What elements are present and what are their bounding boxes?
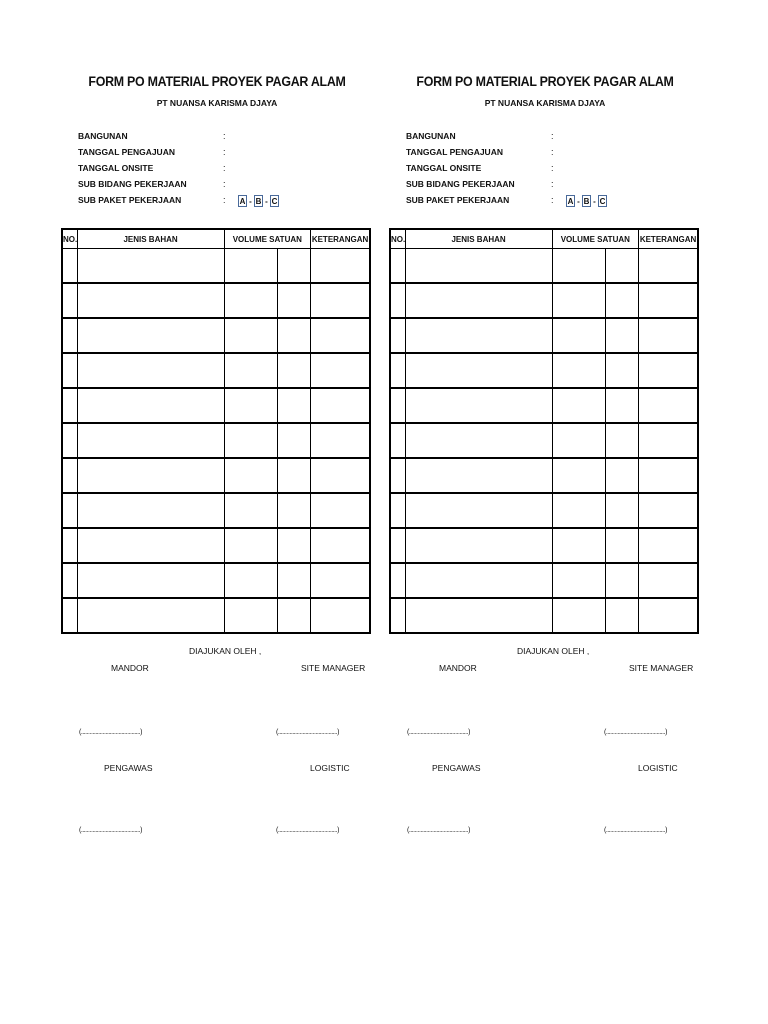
paket-option-b[interactable]: B bbox=[255, 197, 262, 206]
volume-cell[interactable] bbox=[552, 318, 605, 353]
volume-cell[interactable] bbox=[224, 423, 277, 458]
paket-option-a[interactable]: A bbox=[567, 197, 574, 206]
no-cell[interactable] bbox=[62, 249, 77, 284]
table-row bbox=[390, 528, 698, 563]
volume-cell[interactable] bbox=[552, 249, 605, 284]
header-no: NO. bbox=[390, 229, 405, 249]
satuan-cell[interactable] bbox=[277, 528, 310, 563]
jenis-bahan-cell[interactable] bbox=[77, 458, 224, 493]
volume-cell[interactable] bbox=[224, 353, 277, 388]
field-tanggal-pengajuan: TANGGAL PENGAJUAN bbox=[78, 147, 175, 157]
logistic-signature-line[interactable]: (.........................................) bbox=[604, 827, 667, 834]
no-cell[interactable] bbox=[62, 318, 77, 353]
satuan-cell[interactable] bbox=[277, 353, 310, 388]
jenis-bahan-cell[interactable] bbox=[405, 423, 552, 458]
po-form-left bbox=[61, 0, 373, 1024]
keterangan-cell[interactable] bbox=[311, 318, 370, 353]
keterangan-cell[interactable] bbox=[639, 318, 698, 353]
satuan-cell[interactable] bbox=[605, 563, 638, 598]
no-cell[interactable] bbox=[390, 598, 405, 633]
table-row bbox=[390, 598, 698, 633]
volume-cell[interactable] bbox=[224, 528, 277, 563]
satuan-cell[interactable] bbox=[605, 493, 638, 528]
paket-sep: - bbox=[593, 196, 596, 206]
no-cell[interactable] bbox=[62, 563, 77, 598]
po-form-right bbox=[389, 0, 701, 1024]
volume-cell[interactable] bbox=[552, 283, 605, 318]
mandor-signature-line[interactable]: (.........................................) bbox=[407, 729, 470, 736]
header-jenis-bahan: JENIS BAHAN bbox=[77, 229, 224, 249]
field-bangunan: BANGUNAN bbox=[406, 131, 456, 141]
table-row bbox=[62, 528, 370, 563]
satuan-cell[interactable] bbox=[605, 283, 638, 318]
keterangan-cell[interactable] bbox=[311, 249, 370, 284]
mandor-label: MANDOR bbox=[439, 663, 477, 673]
paket-options bbox=[238, 195, 279, 207]
paket-sep: - bbox=[265, 196, 268, 206]
volume-cell[interactable] bbox=[552, 353, 605, 388]
satuan-cell[interactable] bbox=[277, 493, 310, 528]
keterangan-cell[interactable] bbox=[639, 563, 698, 598]
keterangan-cell[interactable] bbox=[311, 283, 370, 318]
jenis-bahan-cell[interactable] bbox=[77, 318, 224, 353]
no-cell[interactable] bbox=[390, 318, 405, 353]
jenis-bahan-cell[interactable] bbox=[77, 388, 224, 423]
header-volume-satuan: VOLUME SATUAN bbox=[224, 229, 311, 249]
no-cell[interactable] bbox=[390, 283, 405, 318]
site-manager-signature-line[interactable]: (.........................................) bbox=[276, 729, 339, 736]
no-cell[interactable] bbox=[62, 598, 77, 633]
pengawas-signature-line[interactable]: (.........................................) bbox=[79, 827, 142, 834]
jenis-bahan-cell[interactable] bbox=[405, 249, 552, 284]
diajukan-oleh-label: DIAJUKAN OLEH , bbox=[189, 646, 262, 656]
satuan-cell[interactable] bbox=[277, 563, 310, 598]
satuan-cell[interactable] bbox=[605, 249, 638, 284]
jenis-bahan-cell[interactable] bbox=[405, 388, 552, 423]
colon: : bbox=[551, 147, 554, 157]
table-row bbox=[62, 563, 370, 598]
no-cell[interactable] bbox=[390, 249, 405, 284]
keterangan-cell[interactable] bbox=[311, 388, 370, 423]
table-row bbox=[390, 493, 698, 528]
jenis-bahan-cell[interactable] bbox=[77, 493, 224, 528]
no-cell[interactable] bbox=[390, 563, 405, 598]
keterangan-cell[interactable] bbox=[639, 528, 698, 563]
colon: : bbox=[223, 195, 226, 205]
jenis-bahan-cell[interactable] bbox=[77, 249, 224, 284]
pengawas-label: PENGAWAS bbox=[432, 763, 481, 773]
keterangan-cell[interactable] bbox=[639, 249, 698, 284]
keterangan-cell[interactable] bbox=[639, 598, 698, 633]
jenis-bahan-cell[interactable] bbox=[77, 563, 224, 598]
field-tanggal-onsite: TANGGAL ONSITE bbox=[78, 163, 154, 173]
satuan-cell[interactable] bbox=[277, 598, 310, 633]
no-cell[interactable] bbox=[62, 353, 77, 388]
field-sub-paket: SUB PAKET PEKERJAAN bbox=[78, 195, 182, 205]
mandor-label: MANDOR bbox=[111, 663, 149, 673]
field-tanggal-onsite: TANGGAL ONSITE bbox=[406, 163, 482, 173]
header-keterangan: KETERANGAN bbox=[311, 229, 370, 249]
satuan-cell[interactable] bbox=[605, 458, 638, 493]
header-keterangan: KETERANGAN bbox=[639, 229, 698, 249]
table-row bbox=[62, 458, 370, 493]
jenis-bahan-cell[interactable] bbox=[77, 283, 224, 318]
volume-cell[interactable] bbox=[552, 563, 605, 598]
table-row bbox=[62, 353, 370, 388]
paket-option-c[interactable]: C bbox=[599, 197, 606, 206]
volume-cell[interactable] bbox=[224, 458, 277, 493]
paket-option-c[interactable]: C bbox=[271, 197, 278, 206]
paket-sep: - bbox=[577, 196, 580, 206]
table-body bbox=[62, 249, 370, 634]
satuan-cell[interactable] bbox=[605, 528, 638, 563]
jenis-bahan-cell[interactable] bbox=[77, 423, 224, 458]
material-table bbox=[389, 228, 699, 634]
keterangan-cell[interactable] bbox=[311, 528, 370, 563]
table-row bbox=[62, 493, 370, 528]
no-cell[interactable] bbox=[390, 493, 405, 528]
keterangan-cell[interactable] bbox=[639, 283, 698, 318]
keterangan-cell[interactable] bbox=[639, 353, 698, 388]
paket-sep: - bbox=[249, 196, 252, 206]
company-name: PT NUANSA KARISMA DJAYA bbox=[484, 98, 606, 108]
no-cell[interactable] bbox=[390, 423, 405, 458]
satuan-cell[interactable] bbox=[605, 318, 638, 353]
table-row bbox=[62, 318, 370, 353]
volume-cell[interactable] bbox=[224, 318, 277, 353]
table-row bbox=[390, 423, 698, 458]
jenis-bahan-cell[interactable] bbox=[405, 458, 552, 493]
table-row bbox=[390, 563, 698, 598]
satuan-cell[interactable] bbox=[277, 318, 310, 353]
mandor-signature-line[interactable]: (.........................................) bbox=[79, 729, 142, 736]
jenis-bahan-cell[interactable] bbox=[405, 563, 552, 598]
jenis-bahan-cell[interactable] bbox=[405, 493, 552, 528]
logistic-signature-line[interactable]: (.........................................) bbox=[276, 827, 339, 834]
satuan-cell[interactable] bbox=[605, 353, 638, 388]
company-name: PT NUANSA KARISMA DJAYA bbox=[156, 98, 278, 108]
table-row bbox=[390, 318, 698, 353]
paket-option-b[interactable]: B bbox=[583, 197, 590, 206]
no-cell[interactable] bbox=[390, 353, 405, 388]
colon: : bbox=[223, 179, 226, 189]
table-row bbox=[62, 598, 370, 633]
table-row bbox=[62, 283, 370, 318]
volume-cell[interactable] bbox=[224, 388, 277, 423]
field-sub-paket: SUB PAKET PEKERJAAN bbox=[406, 195, 510, 205]
volume-cell[interactable] bbox=[224, 598, 277, 633]
field-sub-bidang: SUB BIDANG PEKERJAAN bbox=[78, 179, 187, 189]
no-cell[interactable] bbox=[62, 528, 77, 563]
satuan-cell[interactable] bbox=[605, 598, 638, 633]
satuan-cell[interactable] bbox=[277, 423, 310, 458]
jenis-bahan-cell[interactable] bbox=[77, 598, 224, 633]
table-row bbox=[62, 249, 370, 284]
header-volume-satuan: VOLUME SATUAN bbox=[552, 229, 639, 249]
form-title: FORM PO MATERIAL PROYEK PAGAR ALAM bbox=[416, 74, 674, 89]
volume-cell[interactable] bbox=[224, 493, 277, 528]
no-cell[interactable] bbox=[62, 423, 77, 458]
no-cell[interactable] bbox=[62, 493, 77, 528]
header-jenis-bahan: JENIS BAHAN bbox=[405, 229, 552, 249]
diajukan-oleh-label: DIAJUKAN OLEH , bbox=[517, 646, 590, 656]
jenis-bahan-cell[interactable] bbox=[405, 598, 552, 633]
colon: : bbox=[551, 163, 554, 173]
keterangan-cell[interactable] bbox=[311, 353, 370, 388]
volume-cell[interactable] bbox=[224, 283, 277, 318]
table-row bbox=[390, 249, 698, 284]
logistic-label: LOGISTIC bbox=[310, 763, 350, 773]
pengawas-label: PENGAWAS bbox=[104, 763, 153, 773]
keterangan-cell[interactable] bbox=[639, 388, 698, 423]
keterangan-cell[interactable] bbox=[311, 563, 370, 598]
table-row bbox=[390, 388, 698, 423]
jenis-bahan-cell[interactable] bbox=[77, 528, 224, 563]
site-manager-label: SITE MANAGER bbox=[629, 663, 694, 673]
satuan-cell[interactable] bbox=[277, 458, 310, 493]
table-row bbox=[62, 388, 370, 423]
volume-cell[interactable] bbox=[552, 458, 605, 493]
table-row bbox=[390, 458, 698, 493]
volume-cell[interactable] bbox=[552, 423, 605, 458]
volume-cell[interactable] bbox=[552, 598, 605, 633]
jenis-bahan-cell[interactable] bbox=[405, 283, 552, 318]
volume-cell[interactable] bbox=[224, 249, 277, 284]
jenis-bahan-cell[interactable] bbox=[405, 318, 552, 353]
no-cell[interactable] bbox=[390, 458, 405, 493]
field-tanggal-pengajuan: TANGGAL PENGAJUAN bbox=[406, 147, 503, 157]
header-no: NO. bbox=[62, 229, 77, 249]
colon: : bbox=[223, 163, 226, 173]
no-cell[interactable] bbox=[390, 528, 405, 563]
logistic-label: LOGISTIC bbox=[638, 763, 678, 773]
jenis-bahan-cell[interactable] bbox=[405, 353, 552, 388]
keterangan-cell[interactable] bbox=[311, 493, 370, 528]
keterangan-cell[interactable] bbox=[639, 493, 698, 528]
volume-cell[interactable] bbox=[552, 493, 605, 528]
satuan-cell[interactable] bbox=[605, 388, 638, 423]
paket-option-a[interactable]: A bbox=[239, 197, 246, 206]
satuan-cell[interactable] bbox=[277, 249, 310, 284]
volume-cell[interactable] bbox=[552, 528, 605, 563]
satuan-cell[interactable] bbox=[277, 283, 310, 318]
table-row bbox=[390, 283, 698, 318]
site-manager-label: SITE MANAGER bbox=[301, 663, 366, 673]
satuan-cell[interactable] bbox=[277, 388, 310, 423]
keterangan-cell[interactable] bbox=[311, 598, 370, 633]
field-sub-bidang: SUB BIDANG PEKERJAAN bbox=[406, 179, 515, 189]
form-title: FORM PO MATERIAL PROYEK PAGAR ALAM bbox=[88, 74, 346, 89]
colon: : bbox=[551, 131, 554, 141]
table-row bbox=[390, 353, 698, 388]
pengawas-signature-line[interactable]: (.........................................) bbox=[407, 827, 470, 834]
jenis-bahan-cell[interactable] bbox=[405, 528, 552, 563]
colon: : bbox=[223, 147, 226, 157]
field-bangunan: BANGUNAN bbox=[78, 131, 128, 141]
colon: : bbox=[223, 131, 226, 141]
table-row bbox=[62, 423, 370, 458]
no-cell[interactable] bbox=[390, 388, 405, 423]
paket-options bbox=[566, 195, 607, 207]
no-cell[interactable] bbox=[62, 283, 77, 318]
keterangan-cell[interactable] bbox=[311, 423, 370, 458]
keterangan-cell[interactable] bbox=[311, 458, 370, 493]
jenis-bahan-cell[interactable] bbox=[77, 353, 224, 388]
site-manager-signature-line[interactable]: (.........................................) bbox=[604, 729, 667, 736]
colon: : bbox=[551, 179, 554, 189]
volume-cell[interactable] bbox=[224, 563, 277, 598]
no-cell[interactable] bbox=[62, 458, 77, 493]
colon: : bbox=[551, 195, 554, 205]
satuan-cell[interactable] bbox=[605, 423, 638, 458]
keterangan-cell[interactable] bbox=[639, 423, 698, 458]
no-cell[interactable] bbox=[62, 388, 77, 423]
table-body bbox=[390, 249, 698, 634]
keterangan-cell[interactable] bbox=[639, 458, 698, 493]
material-table bbox=[61, 228, 371, 634]
volume-cell[interactable] bbox=[552, 388, 605, 423]
